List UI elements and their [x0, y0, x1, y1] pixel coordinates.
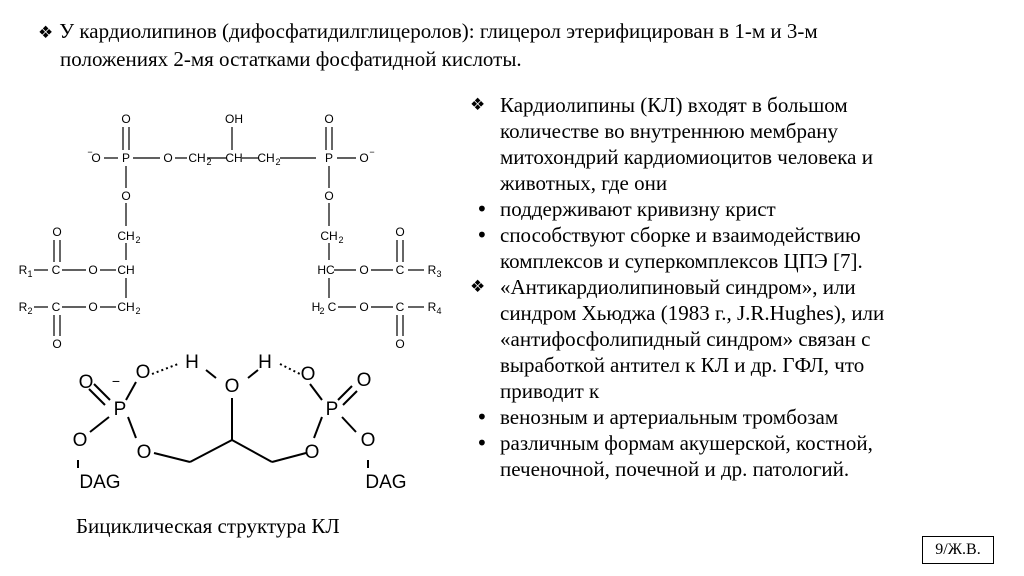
svg-text:2: 2 [206, 157, 212, 167]
svg-text:O: O [324, 112, 334, 126]
bullet-icon: • [476, 197, 488, 221]
svg-text:O: O [359, 151, 369, 165]
bullet-icon: • [476, 223, 488, 247]
intro-bullet: ❖ [38, 23, 54, 43]
svg-text:H: H [185, 352, 199, 373]
svg-text:O: O [395, 337, 405, 351]
svg-text:O: O [304, 442, 320, 463]
svg-text:CH: CH [225, 151, 243, 165]
svg-text:3: 3 [436, 269, 442, 279]
svg-text:O: O [72, 430, 88, 451]
svg-text:CH: CH [320, 229, 338, 243]
bicyclic-atoms [73, 352, 407, 493]
svg-text:DAG: DAG [79, 472, 121, 493]
svg-text:O: O [91, 151, 101, 165]
svg-text:O: O [359, 300, 369, 314]
bullet-icon: • [476, 431, 488, 455]
svg-text:2: 2 [135, 306, 141, 316]
svg-text:O: O [395, 225, 405, 239]
list-item: • венозным и артериальным тромбозам [476, 405, 839, 429]
hydrogen-bonds [152, 364, 300, 374]
svg-text:R: R [427, 300, 437, 314]
structure-atoms [19, 112, 442, 351]
svg-text:O: O [121, 189, 131, 203]
svg-text:CH: CH [257, 151, 275, 165]
svg-text:O: O [300, 364, 316, 385]
svg-text:O: O [78, 372, 94, 393]
svg-text:CH: CH [117, 300, 135, 314]
svg-text:O: O [88, 300, 98, 314]
svg-text:O: O [52, 337, 62, 351]
svg-text:P: P [113, 399, 127, 420]
svg-text:O: O [359, 263, 369, 277]
svg-text:O: O [224, 376, 240, 397]
svg-text:P: P [324, 151, 334, 165]
svg-text:CH: CH [117, 263, 135, 277]
svg-text:2: 2 [275, 157, 281, 167]
svg-text:R: R [427, 263, 437, 277]
svg-text:R: R [18, 263, 28, 277]
svg-text:OH: OH [225, 112, 243, 126]
svg-text:CH: CH [188, 151, 206, 165]
svg-text:P: P [325, 399, 339, 420]
svg-text:HC: HC [317, 263, 335, 277]
svg-text:2: 2 [319, 306, 325, 316]
svg-text:2: 2 [27, 306, 33, 316]
svg-text:O: O [136, 442, 152, 463]
list-item: • способствуют сборке и взаимодействию комплексов и суперкомплексов ЦПЭ [7]. [476, 223, 863, 273]
svg-text:C: C [327, 300, 337, 314]
svg-text:2: 2 [338, 235, 344, 245]
intro-line-2: положениях 2-мя остатками фосфатидной кислоты. [60, 47, 522, 71]
page-number: 9/Ж.В. [922, 536, 994, 564]
cardiolipin-structure-diagram [0, 0, 470, 510]
svg-text:C: C [51, 300, 61, 314]
svg-text:H: H [258, 352, 272, 373]
svg-text:CH: CH [117, 229, 135, 243]
svg-text:O: O [324, 189, 334, 203]
figure-caption: Бициклическая структура КЛ [76, 514, 340, 538]
list-item: ❖ Кардиолипины (КЛ) входят в большом количестве во внутреннюю мембрану митохондрий кардиомиоцитов человека и животных, где они [470, 93, 873, 195]
diamond-bullet-icon: ❖ [470, 277, 486, 297]
svg-text:−: − [369, 147, 375, 157]
svg-text:2: 2 [135, 235, 141, 245]
svg-text:C: C [395, 263, 405, 277]
list-item: ❖ «Антикардиолипиновый синдром», или синдром Хьюджа (1983 г., J.R.Hughes), или «антифосфолипидный синдром» связан с выработкой антител к КЛ и др. ГФЛ, что приводит к [470, 275, 885, 403]
svg-text:DAG: DAG [365, 472, 407, 493]
bullet-icon: • [476, 405, 488, 429]
svg-text:R: R [18, 300, 28, 314]
list-item: • поддерживают кривизну крист [476, 197, 776, 221]
svg-text:O: O [360, 430, 376, 451]
svg-text:O: O [163, 151, 173, 165]
info-list [470, 92, 990, 482]
svg-text:1: 1 [27, 269, 33, 279]
intro-line-1: У кардиолипинов (дифосфатидилглицеролов): глицерол этерифицирован в 1-м и 3-м [59, 19, 818, 43]
svg-text:O: O [121, 112, 131, 126]
svg-text:O: O [356, 370, 372, 391]
svg-text:O: O [88, 263, 98, 277]
svg-text:C: C [51, 263, 61, 277]
svg-text:−: − [111, 373, 121, 389]
diamond-bullet-icon: ❖ [470, 95, 486, 115]
svg-text:C: C [395, 300, 405, 314]
svg-text:−: − [87, 147, 93, 157]
svg-text:P: P [121, 151, 131, 165]
svg-text:O: O [135, 362, 151, 383]
list-item: • различным формам акушерской, костной, печеночной, почечной и др. патологий. [476, 431, 873, 481]
svg-text:O: O [52, 225, 62, 239]
svg-text:H: H [311, 300, 321, 314]
svg-text:4: 4 [436, 306, 442, 316]
